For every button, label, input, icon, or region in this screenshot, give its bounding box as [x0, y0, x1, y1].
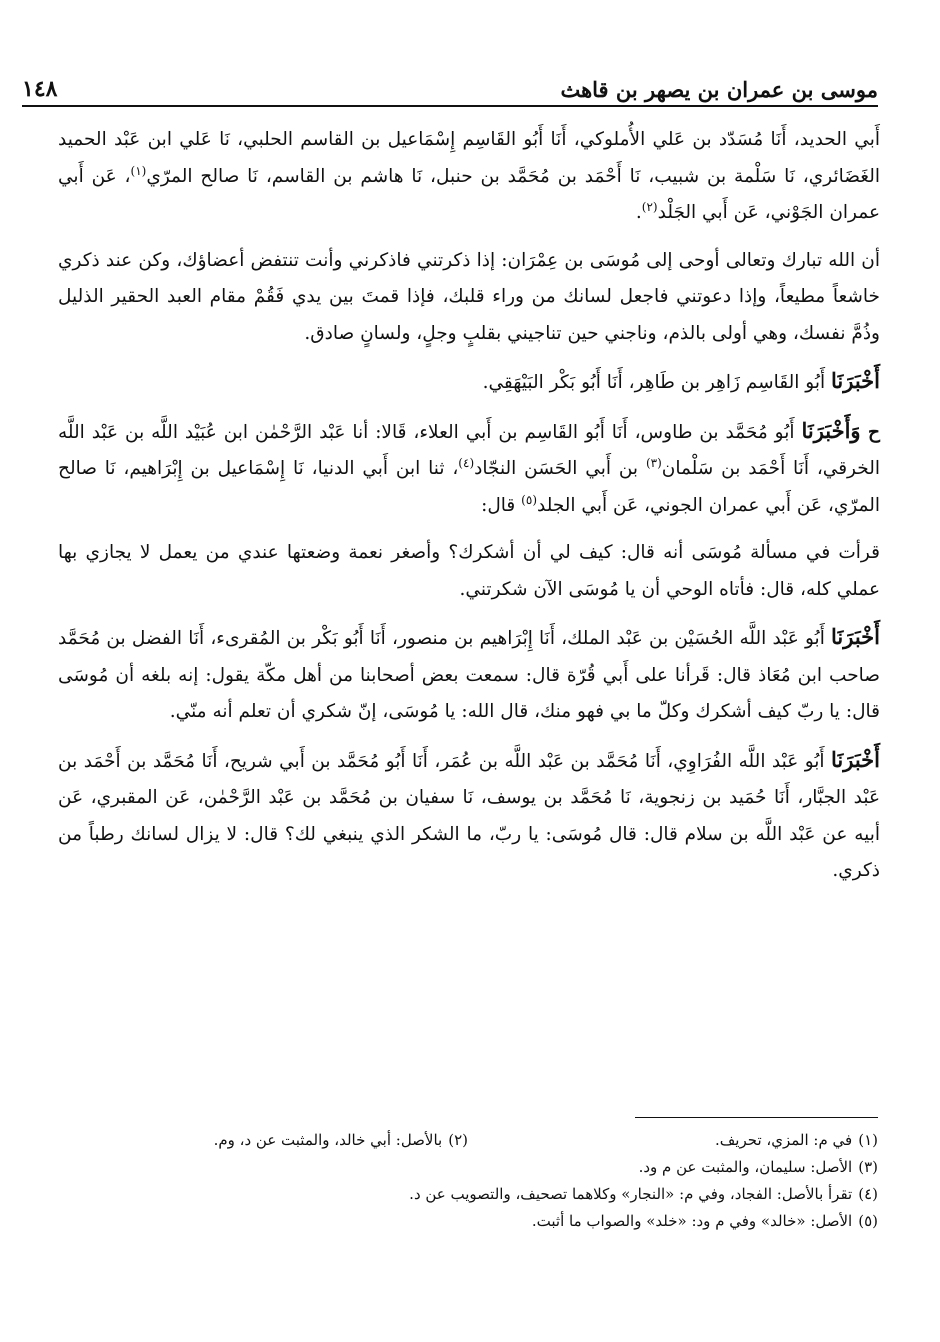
footnote-text: الأصل: «خالد» وفي م ود: «خلد» والصواب ما أثبت. — [531, 1212, 853, 1230]
footnote-marker: (٢) — [641, 199, 658, 214]
chain-keyword: وَأَخْبَرَنَا — [801, 417, 861, 443]
footnote-row — [58, 1127, 878, 1154]
chain-keyword: أَخْبَرَنَا — [831, 624, 880, 649]
footnote-marker: (١) — [130, 163, 147, 178]
header-rule — [22, 105, 878, 107]
text-run: أَبُو عَبْد اللَّه الحُسَيْن بن عَبْد الملك، أَنَا إِبْرَاهيم بن منصور، أَنَا أَبُو بَكْر بن المُقرىء، أَنَا الفضل بن مُحَمَّد صاحب ابن مُعَاذ قال: قَرأنا على أَبي قُرّة قال: سمعت بعض أصحابنا من أهل مكّة يقول: إنه بلغه أن مُوسَى قال: يا ربّ كيف أشكرك وكلّ ما بي فهو منك، قال الله: يا مُوسَى، إنّ شكري أن تعلم أنه منّي. — [58, 628, 880, 722]
footnote-number: (٣) — [858, 1158, 878, 1176]
text-run: قرأت في مسألة مُوسَى أنه قال: كيف لي أن أشكرك؟ وأصغر نعمة وضعتها عندي من يعمل لا يجازي بها عملي كله، قال: فأتاه الوحي أن يا مُوسَى الآن شكرتني. — [58, 542, 880, 600]
chain-keyword: أَخْبَرَنَا — [831, 746, 880, 772]
paragraph — [58, 619, 880, 731]
text-run: بن أَبي الحَسَن النجّاد — [474, 458, 646, 479]
tahwil-marker: ح — [860, 421, 880, 443]
paragraph — [58, 122, 880, 232]
paragraph — [58, 413, 880, 525]
footnote-number: (١) — [858, 1131, 878, 1149]
paragraph — [58, 742, 880, 890]
page-number: ١٤٨ — [22, 76, 58, 102]
text-run: أَبُو القَاسِم زَاهِر بن طَاهِر، أَنَا أَبُو بَكْر البَيْهَقِي. — [482, 372, 832, 393]
text-run: أن الله تبارك وتعالى أوحى إلى مُوسَى بن عِمْرَان: إذا ذكرتني فاذكرني وأنت تنتفض أعضاؤك، وكن عند ذكري خاشعاً مطيعاً، وإذا دعوتني فاجعل لسانك من وراء قلبك، فإذا قمتَ بين يدي فَقُمْ مقام العبد الحقير الذليل وذُمَّ نفسك، وهي أولى بالذم، وناجني حين تناجيني بقلبٍ وجلٍ، ولسانٍ صادق. — [58, 249, 880, 344]
page-header — [22, 62, 878, 102]
footnote-marker: (٣) — [645, 455, 662, 470]
footnote-1 — [468, 1127, 878, 1154]
footnote-number: (٢) — [448, 1131, 468, 1149]
paragraph — [58, 535, 880, 608]
paragraph — [58, 363, 880, 402]
footnote-text: في م: المزي، تحريف. — [715, 1131, 853, 1149]
running-title: موسى بن عمران بن يصهر بن قاهث — [560, 77, 878, 102]
footnote-4 — [58, 1181, 878, 1208]
footnote-3 — [58, 1154, 878, 1181]
footnote-text: الأصل: سليمان، والمثبت عن م ود. — [638, 1158, 853, 1176]
footnote-marker: (٤) — [458, 455, 475, 470]
chain-keyword: أَخْبَرَنَا — [831, 368, 880, 393]
footnote-number: (٤) — [858, 1185, 878, 1203]
footnotes — [58, 1127, 878, 1235]
paragraph — [58, 243, 880, 353]
text-run: ، عَن أَبي عمران الجَوْني، عَن أَبي الجَلْد — [58, 165, 880, 223]
footnote-number: (٥) — [858, 1212, 878, 1230]
text-run: قال: — [481, 494, 522, 516]
footnote-text: تقرأ بالأصل: الفجاد، وفي م: «النجار» وكلاهما تصحيف، والتصويب عن د. — [409, 1185, 853, 1203]
footnote-2 — [58, 1127, 468, 1154]
text-run: أَبُو مُحَمَّد بن طاوس، أَنَا أَبُو القَاسِم بن أَبي العلاء، قَالا: أنا عَبْد الرَّحْمٰن ابن عُبَيْد اللَّه بن عَبْد اللَّه الخرقي، أَنَا أَحْمَد بن سَلْمان — [58, 421, 880, 479]
footnote-5 — [58, 1208, 878, 1235]
text-run: أَبي الحديد، أَنَا مُسَدّد بن عَلي الأُملوكي، أَنَا أَبُو القَاسِم إِسْمَاعيل بن القاسم الحلبي، نَا عَلي ابن عَبْد الحميد الغَضَائري، نَا سَلْمة بن شبيب، نَا أَحْمَد بن مُحَمَّد بن حنبل، نَا هاشم بن القاسم، نَا صالح المرّي — [58, 129, 880, 187]
footnote-text: بالأصل: أبي خالد، والمثبت عن د، وم. — [213, 1131, 443, 1149]
footnote-marker: (٥) — [521, 492, 537, 507]
main-text — [58, 122, 880, 901]
text-run: أَبُو عَبْد اللَّه الفُرَاوِي، أَنَا مُحَمَّد بن عَبْد اللَّه بن عُمَر، أَنَا أَبُو مُحَمَّد بن أَبي شريح، أَنَا مُحَمَّد بن أَحْمَد بن عَبْد الجبَّار، أَنَا حُمَيد بن زنجوية، نَا مُحَمَّد بن يوسف، نَا سفيان بن مُحَمَّد بن عَبْد الرَّحْمٰن، عَن المقبري، عَن أبيه عن عَبْد اللَّه بن سلام قال: قال مُوسَى: يا ربّ، ما الشكر الذي ينبغي لك؟ قال: لا يزال لسانك رطباً من ذكري. — [58, 750, 880, 881]
footnote-rule — [635, 1117, 878, 1118]
text-run: . — [635, 202, 642, 223]
text-run: ، ثنا ابن أَبي الدنيا، نَا إِسْمَاعيل بن إِبْرَاهيم، نَا صالح المرّي، عَن أَبي عمران الجوني، عَن أَبي الجلد — [58, 458, 880, 516]
